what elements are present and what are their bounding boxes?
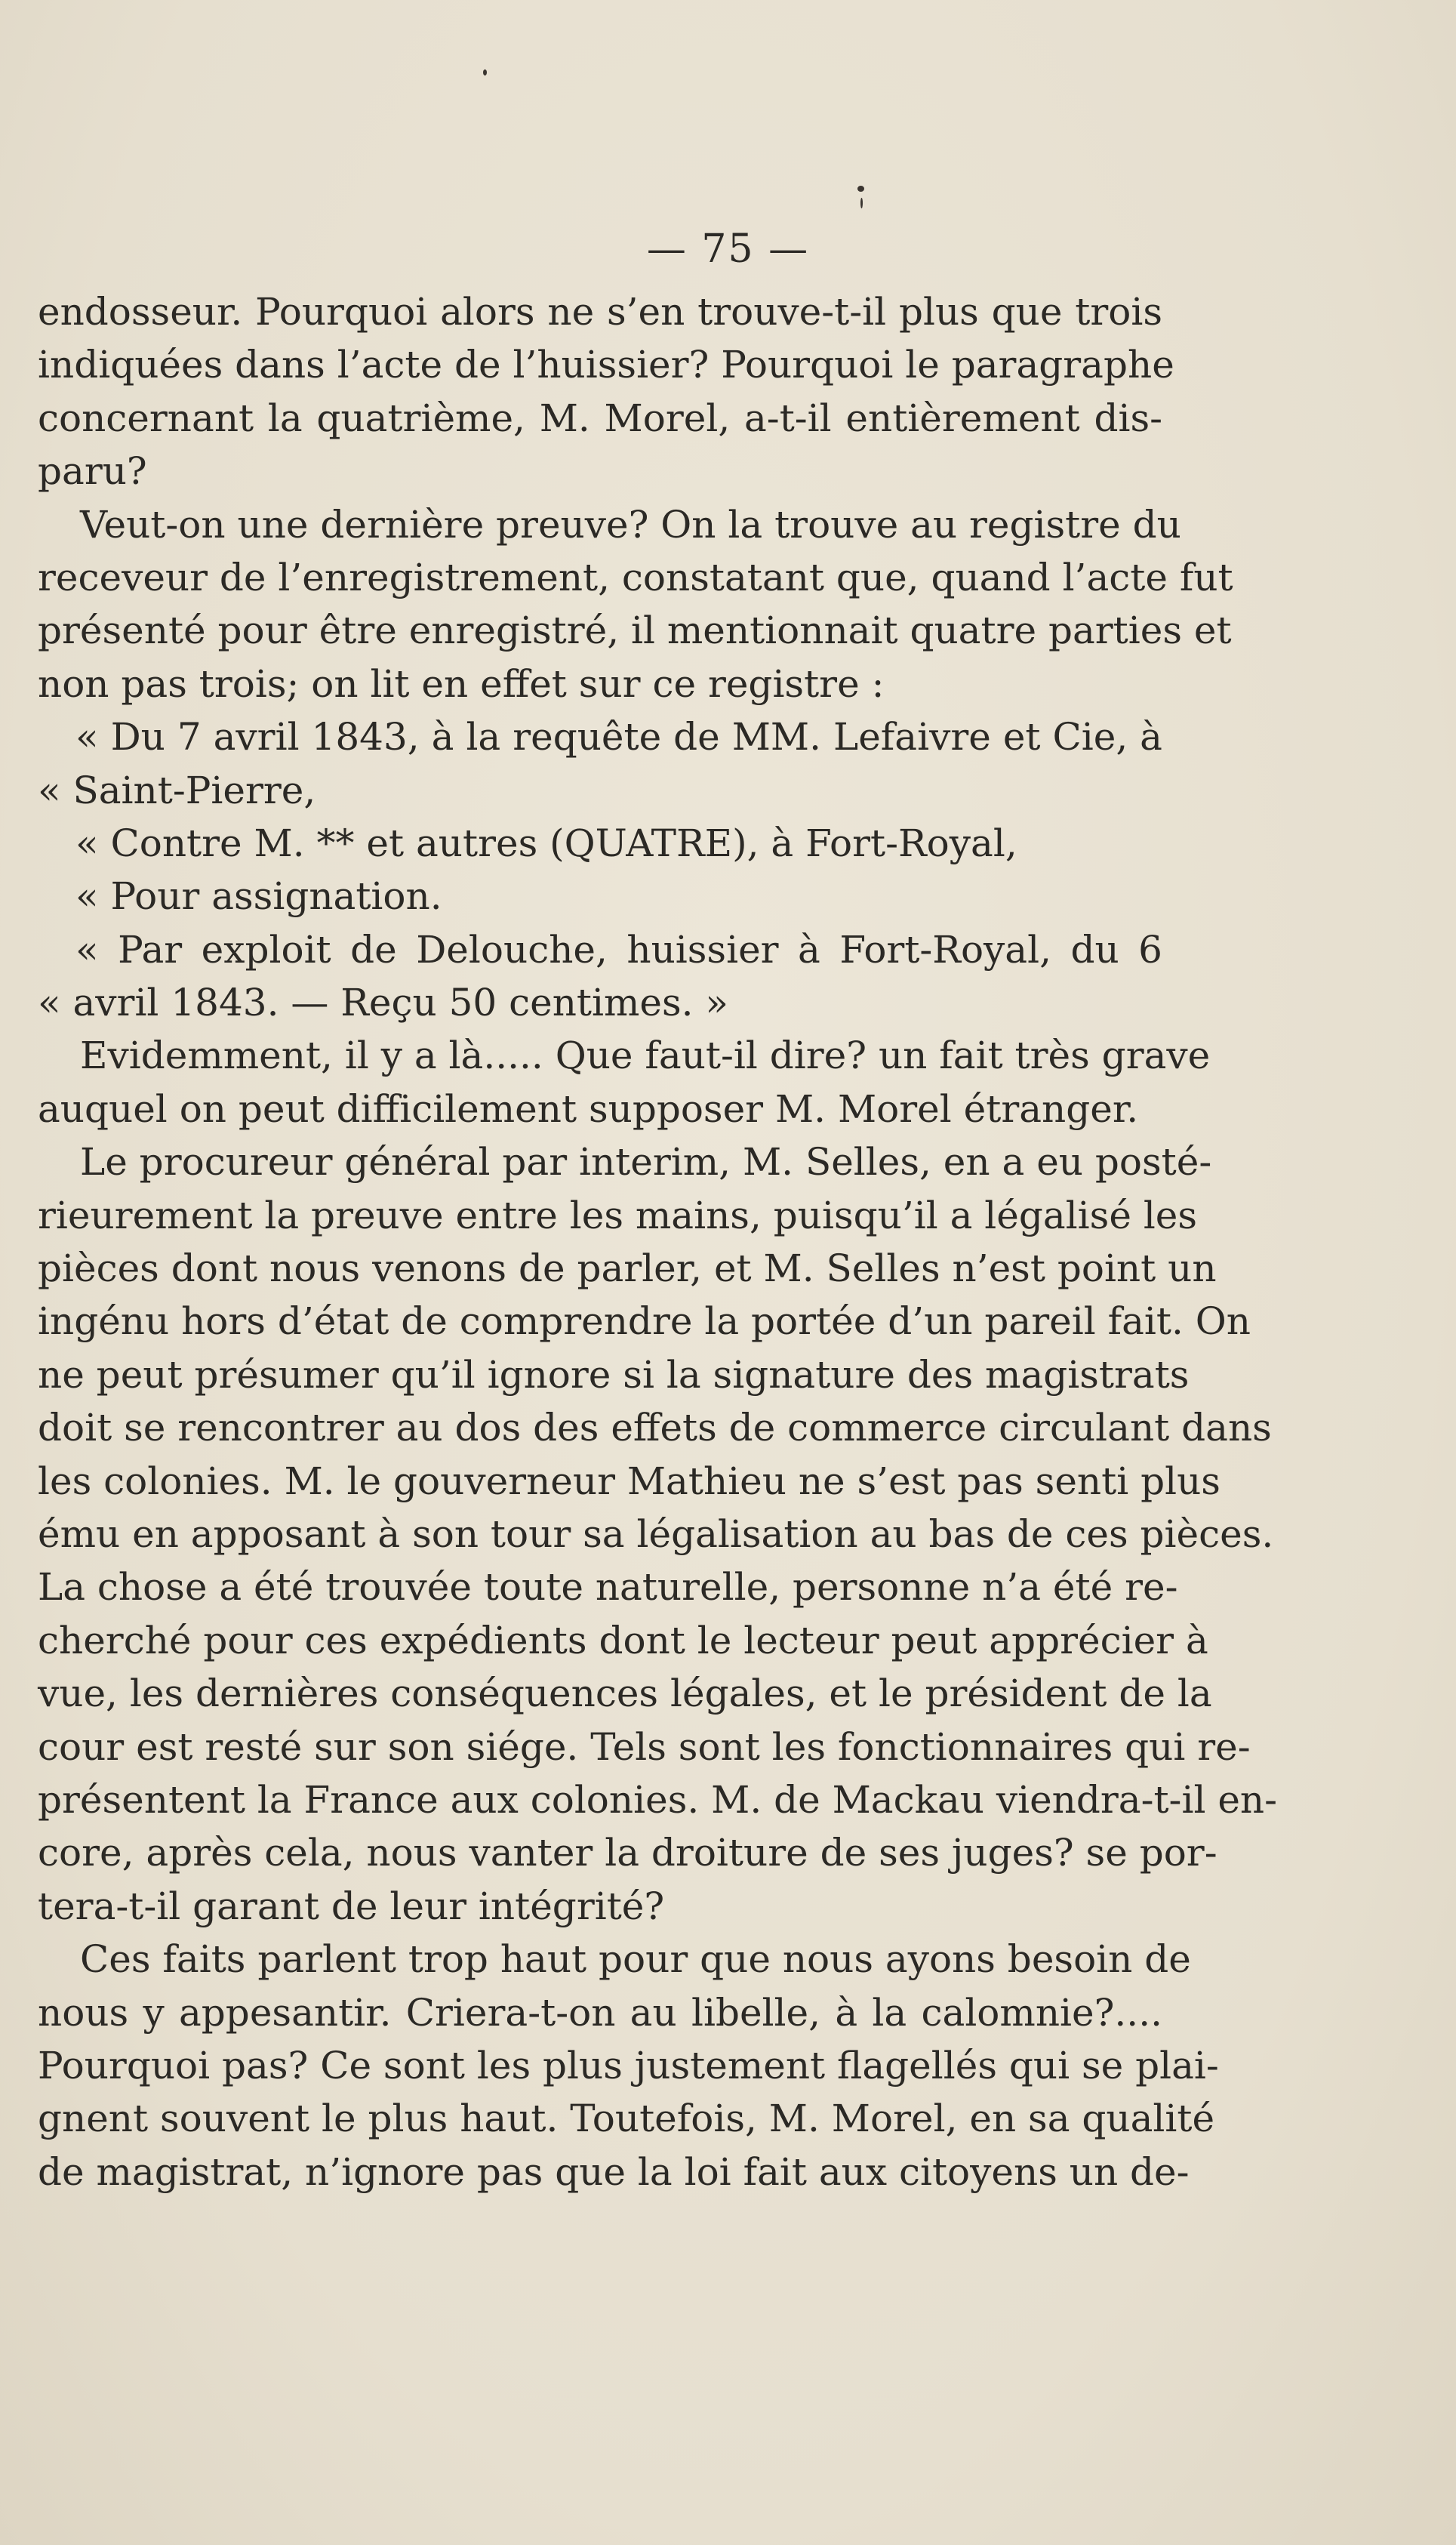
text-line: de magistrat, n’ignore pas que la loi fait aux citoyens un de-	[38, 2149, 1190, 2194]
ink-speck	[483, 69, 487, 75]
text-line: concernant la quatrième, M. Morel, a-t-il entièrement dis-	[38, 396, 1162, 440]
text-line: « Contre M. ** et autres (QUATRE), à Fort-Royal,	[75, 821, 1017, 865]
text-line: doit se rencontrer au dos des effets de commerce circulant dans	[38, 1406, 1272, 1450]
text-line: « Par exploit de Delouche, huissier à Fort-Royal, du 6	[75, 927, 1162, 972]
text-line: ingénu hors d’état de comprendre la portée d’un pareil fait. On	[38, 1299, 1251, 1344]
text-line: présenté pour être enregistré, il mentionnait quatre parties et	[38, 609, 1232, 653]
body-text	[38, 285, 1278, 2198]
text-line: les colonies. M. le gouverneur Mathieu ne s’est pas senti plus	[38, 1459, 1221, 1503]
text-line: Pourquoi pas? Ce sont les plus justement flagellés qui se plai-	[38, 2043, 1219, 2087]
text-line: « avril 1843. — Reçu 50 centimes. »	[38, 981, 729, 1025]
text-line: ne peut présumer qu’il ignore si la signature des magistrats	[38, 1352, 1190, 1397]
text-line: ému en apposant à son tour sa légalisation au bas de ces pièces.	[38, 1511, 1274, 1556]
text-line: Ces faits parlent trop haut pour que nous ayons besoin de	[80, 1937, 1191, 1982]
text-line: non pas trois; on lit en effet sur ce registre :	[38, 661, 885, 706]
text-line: vue, les dernières conséquences légales, et le président de la	[38, 1672, 1212, 1716]
text-line: présentent la France aux colonies. M. de Mackau viendra-t-il en-	[38, 1777, 1278, 1822]
text-line: rieurement la preuve entre les mains, puisqu’il a légalisé les	[38, 1193, 1198, 1237]
text-line: receveur de l’enregistrement, constatant que, quand l’acte fut	[38, 555, 1233, 599]
text-line: « Du 7 avril 1843, à la requête de MM. Lefaivre et Cie, à	[75, 715, 1162, 759]
text-line: Evidemment, il y a là..... Que faut-il dire? un fait très grave	[80, 1034, 1211, 1078]
text-line: core, après cela, nous vanter la droiture de ses juges? se por-	[38, 1831, 1217, 1875]
text-line: cherché pour ces expédients dont le lecteur peut apprécier à	[38, 1618, 1208, 1662]
text-line: La chose a été trouvée toute naturelle, personne n’a été re-	[38, 1565, 1178, 1610]
text-line: pièces dont nous venons de parler, et M. Selles n’est point un	[38, 1246, 1217, 1291]
text-line: auquel on peut difficilement supposer M. Morel étranger.	[38, 1086, 1139, 1131]
text-line: nous y appesantir. Criera-t-on au libelle, à la calomnie?....	[38, 1990, 1162, 2035]
text-line: cour est resté sur son siége. Tels sont les fonctionnaires qui re-	[38, 1724, 1251, 1769]
page-number: — 75 —	[646, 226, 810, 272]
text-line: gnent souvent le plus haut. Toutefois, M. Morel, en sa qualité	[38, 2097, 1215, 2141]
text-line: Veut-on une dernière preuve? On la trouve au registre du	[80, 502, 1181, 547]
ink-speck	[857, 186, 864, 192]
ink-speck	[860, 198, 863, 208]
text-line: paru?	[38, 449, 147, 494]
text-line: endosseur. Pourquoi alors ne s’en trouve-t-il plus que trois	[38, 290, 1162, 334]
text-line: « Saint-Pierre,	[38, 768, 316, 812]
text-line: Le procureur général par interim, M. Selles, en a eu posté-	[80, 1140, 1212, 1185]
text-line: « Pour assignation.	[75, 874, 442, 919]
text-line: tera-t-il garant de leur intégrité?	[38, 1884, 665, 1928]
text-line: indiquées dans l’acte de l’huissier? Pourquoi le paragraphe	[38, 343, 1174, 387]
